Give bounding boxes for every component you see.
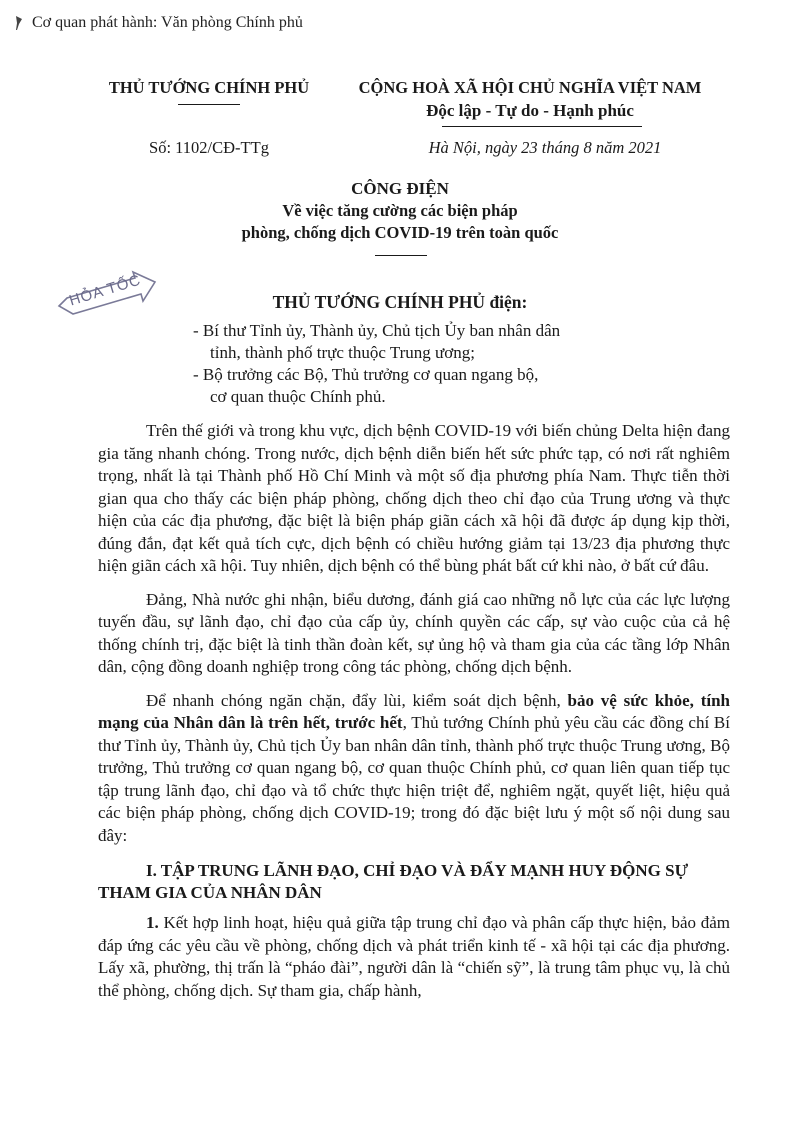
- emphasis-text: bảo vệ sức khỏe, tính mạng của Nhân dân là trên hết, trước hết: [98, 690, 730, 732]
- national-header: [332, 78, 728, 121]
- paragraph-2: Đảng, Nhà nước ghi nhận, biểu dương, đánh giá cao những nỗ lực của các lực lượng tuyến đầu, sự lãnh đạo, chỉ đạo của cấp ủy, chính quyền các cấp, sự vào cuộc của cả hệ thống chính trị, đặc biệt là tinh thần đoàn kết, sự ủng hộ và tham gia của các tầng lớp Nhân dân, cộng đồng doanh nghiệp trong công tác phòng, chống dịch bệnh.: [98, 589, 730, 676]
- document-number: Số: 1102/CĐ-TTg: [149, 138, 269, 157]
- document-title: [150, 178, 650, 244]
- paragraph-4: 1. Kết hợp linh hoạt, hiệu quả giữa tập trung chỉ đạo và phân cấp thực hiện, bảo đảm đáp ứng các yêu cầu về phòng, chống dịch và phát triển kinh tế - xã hội tại các địa phương. Lấy xã, phường, thị trấn là “pháo đài”, người dân là “chiến sỹ”, là trung tâm phục vụ, là chủ thể phòng, chống dịch. Sự tham gia, chấp hành,: [98, 913, 730, 1000]
- title-underline: [375, 255, 427, 256]
- paragraph-3: Để nhanh chóng ngăn chặn, đẩy lùi, kiểm soát dịch bệnh, bảo vệ sức khỏe, tính mạng của Nhân dân là trên hết, trước hết, Thủ tướng Chính phủ yêu cầu các đồng chí Bí thư Tỉnh ủy, Thành ủy, Chủ tịch Ủy ban nhân dân tỉnh, thành phố trực thuộc Trung ương, Bộ trưởng, Thủ trưởng cơ quan ngang bộ, cơ quan thuộc Chính phủ, cơ quan liên quan tiếp tục tập trung lãnh đạo, chỉ đạo và tổ chức thực hiện triệt để, nghiêm ngặt, quyết liệt, hiệu quả các biện pháp phòng, chống dịch COVID-19; trong đó đặc biệt lưu ý một số nội dung sau đây:: [98, 690, 730, 845]
- agency-name: THỦ TƯỚNG CHÍNH PHỦ: [108, 78, 310, 97]
- motto-underline: [442, 126, 642, 127]
- agency-underline: [178, 104, 240, 105]
- recipient-2-line-2: cơ quan thuộc Chính phủ.: [210, 387, 386, 406]
- issuer-label: Cơ quan phát hành: Văn phòng Chính phủ: [32, 14, 303, 31]
- section-heading-1: I. TẬP TRUNG LÃNH ĐẠO, CHỈ ĐẠO VÀ ĐẨY MẠNH HUY ĐỘNG SỰ THAM GIA CỦA NHÂN DÂN: [98, 861, 689, 902]
- recipient-2-line-1: - Bộ trưởng các Bộ, Thủ trưởng cơ quan ngang bộ,: [193, 365, 539, 384]
- document-type: CÔNG ĐIỆN: [351, 179, 449, 198]
- title-line-2: phòng, chống dịch COVID-19 trên toàn quốc: [241, 223, 559, 242]
- quill-icon: [14, 15, 24, 31]
- issuer-line: [14, 14, 303, 32]
- urgent-stamp-text: HỎA TỐC: [67, 271, 144, 310]
- sender-line: THỦ TƯỚNG CHÍNH PHỦ điện:: [272, 292, 528, 312]
- country-name: CỘNG HOÀ XÃ HỘI CHỦ NGHĨA VIỆT NAM: [358, 78, 702, 97]
- recipient-1-line-2: tỉnh, thành phố trực thuộc Trung ương;: [210, 343, 475, 362]
- document-body: [98, 420, 730, 1013]
- recipient-1-line-1: - Bí thư Tỉnh ủy, Thành ủy, Chủ tịch Ủy ban nhân dân: [193, 321, 561, 340]
- item-number: 1.: [146, 913, 159, 932]
- recipient-list: [193, 320, 713, 408]
- paragraph-1: Trên thế giới và trong khu vực, dịch bệnh COVID-19 với biến chủng Delta hiện đang gia tăng nhanh chóng. Trong nước, dịch bệnh diễn biến hết sức phức tạp, có nơi rất nghiêm trọng, nhất là tại Thành phố Hồ Chí Minh và một số địa phương phía Nam. Thực tiễn thời gian qua cho thấy các biện pháp phòng, chống dịch theo chỉ đạo của Trung ương và thực hiện của các địa phương, đặc biệt là biện pháp giãn cách xã hội đã được áp dụng kịp thời, đúng đắn, đạt kết quả tích cực, dịch bệnh có chiều hướng giảm tại 13/23 địa phương thực hiện giãn cách xã hội. Tuy nhiên, dịch bệnh có thể bùng phát bất cứ khi nào, ở bất cứ đâu.: [98, 421, 730, 575]
- motto: Độc lập - Tự do - Hạnh phúc: [426, 101, 634, 120]
- title-line-1: Về việc tăng cường các biện pháp: [282, 201, 518, 220]
- place-date: Hà Nội, ngày 23 tháng 8 năm 2021: [428, 138, 662, 157]
